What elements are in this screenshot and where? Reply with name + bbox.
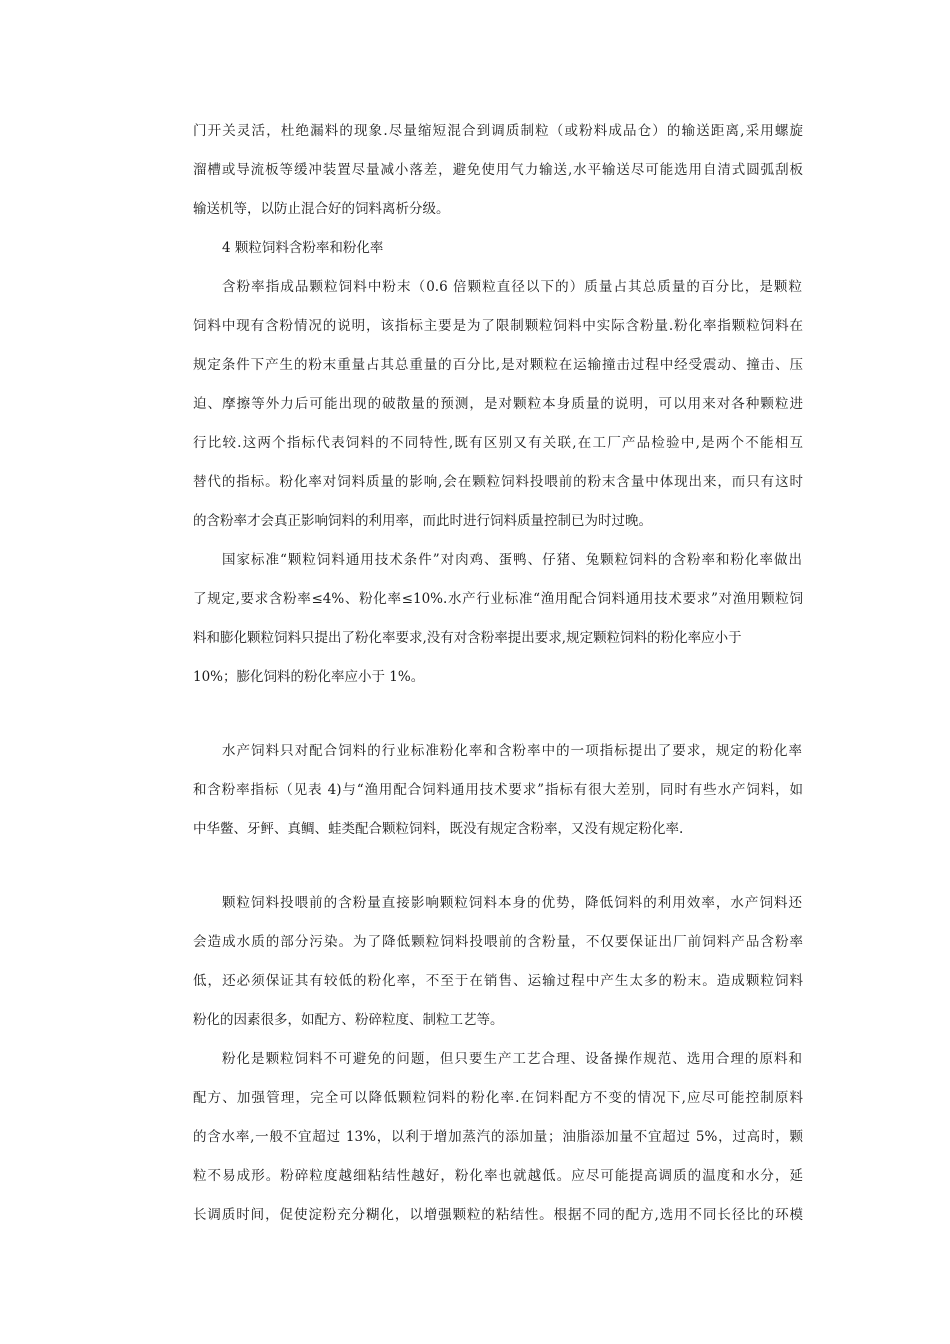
text-line-11: 的含粉率才会真正影响饲料的利用率，而此时进行饲料质量控制已为时过晚。 [193,513,652,529]
text-line-17: 和含粉率指标（见表 4)与“渔用配合饲料通用技术要求”指标有很大差别，同时有些水产饲料，如 [193,782,803,798]
text-line-5: 含粉率指成品颗粒饲料中粉末（0.6 倍颗粒直径以下的）质量占其总质量的百分比，是颗粒 [222,279,802,295]
text-line-13: 了规定,要求含粉率≤4%、粉化率≤10%.水产行业标准“渔用配合饲料通用技术要求”对渔用颗粒饲 [193,591,803,607]
text-line-2: 溜槽或导流板等缓冲装置尽量减小落差，避免使用气力输送,水平输送尽可能选用自清式圆弧刮板 [193,162,803,178]
text-line-24: 配方、加强管理，完全可以降低颗粒饲料的粉化率.在饲料配方不变的情况下,应尽可能控制原料 [193,1090,803,1106]
text-line-1: 门开关灵活，杜绝漏料的现象.尽量缩短混合到调质制粒（或粉料成品仓）的输送距离,采用螺旋 [193,123,803,139]
text-line-26: 粒不易成形。粉碎粒度越细粘结性越好，粉化率也就越低。应尽可能提高调质的温度和水分，延 [193,1168,803,1184]
text-line-16: 水产饲料只对配合饲料的行业标准粉化率和含粉率中的一项指标提出了要求，规定的粉化率 [222,743,802,759]
text-line-18: 中华鳖、牙鲆、真鲷、蛙类配合颗粒饲料，既没有规定含粉率，又没有规定粉化率. [193,821,684,837]
text-line-14: 料和膨化颗粒饲料只提出了粉化率要求,没有对含粉率提出要求,规定颗粒饲料的粉化率应小于 [193,630,742,646]
text-line-19: 颗粒饲料投喂前的含粉量直接影响颗粒饲料本身的优势，降低饲料的利用效率，水产饲料还 [222,895,802,911]
text-line-27: 长调质时间，促使淀粉充分糊化，以增强颗粒的粘结性。根据不同的配方,选用不同长径比的环模 [193,1207,803,1223]
text-line-21: 低，还必须保证其有较低的粉化率，不至于在销售、运输过程中产生太多的粉末。造成颗粒饲料 [193,973,803,989]
text-line-20: 会造成水质的部分污染。为了降低颗粒饲料投喂前的含粉量，不仅要保证出厂前饲料产品含粉率 [193,934,803,950]
text-line-15: 10%；膨化饲料的粉化率应小于 1%。 [193,669,425,685]
text-line-3: 输送机等，以防止混合好的饲料离析分级。 [193,201,450,217]
text-line-7: 规定条件下产生的粉末重量占其总重量的百分比,是对颗粒在运输撞击过程中经受震动、撞击、压 [193,357,803,373]
text-line-10: 替代的指标。粉化率对饲料质量的影响,会在颗粒饲料投喂前的粉末含量中体现出来，而只有这时 [193,474,803,490]
section-heading: 4 颗粒饲料含粉率和粉化率 [222,240,384,256]
text-line-25: 的含水率,一般不宜超过 13%，以利于增加蒸汽的添加量；油脂添加量不宜超过 5%，过高时，颗 [193,1129,803,1145]
text-line-22: 粉化的因素很多，如配方、粉碎粒度、制粒工艺等。 [193,1012,504,1028]
text-line-6: 饲料中现有含粉情况的说明，该指标主要是为了限制颗粒饲料中实际含粉量.粉化率指颗粒饲料在 [193,318,803,334]
text-line-9: 行比较.这两个指标代表饲料的不同特性,既有区别又有关联,在工厂产品检验中,是两个不能相互 [193,435,803,451]
text-line-23: 粉化是颗粒饲料不可避免的问题，但只要生产工艺合理、设备操作规范、选用合理的原料和 [222,1051,802,1067]
text-line-12: 国家标准“颗粒饲料通用技术条件”对肉鸡、蛋鸭、仔猪、兔颗粒饲料的含粉率和粉化率做出 [222,552,802,568]
text-line-8: 迫、摩擦等外力后可能出现的破散量的预测，是对颗粒本身质量的说明，可以用来对各种颗粒进 [193,396,803,412]
